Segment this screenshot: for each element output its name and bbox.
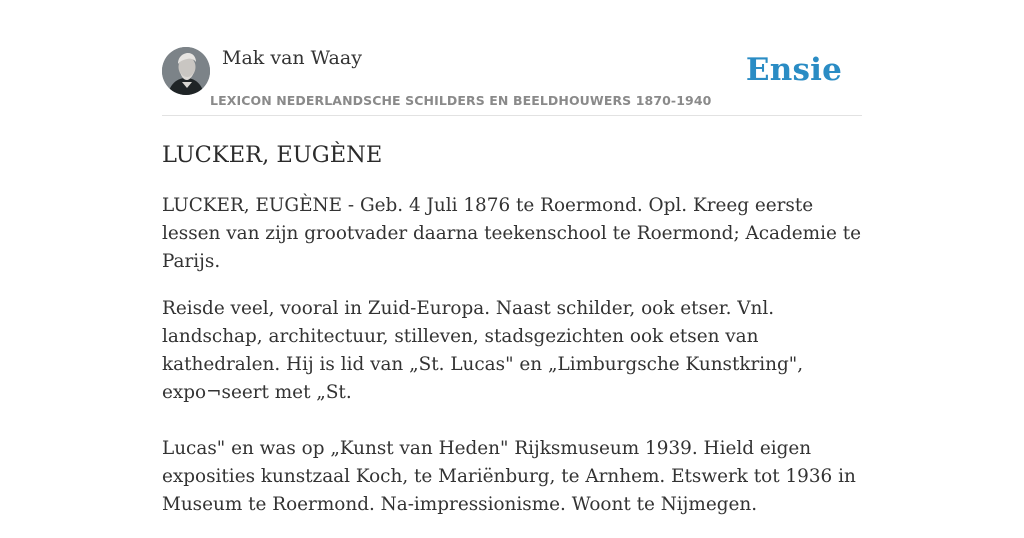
paragraph-gap <box>162 407 862 435</box>
author-avatar[interactable] <box>162 47 210 95</box>
ensie-logo-link[interactable]: Ensie <box>745 52 842 88</box>
author-portrait-icon <box>162 47 210 95</box>
entry-paragraph: LUCKER, EUGÈNE - Geb. 4 Juli 1876 te Roermond. Opl. Kreeg eerste lessen van zijn grootvader daarna teekenschool te Roermond; Academie te Parijs. <box>162 195 862 272</box>
author-name[interactable]: Mak van Waay <box>222 47 362 69</box>
entry-title: LUCKER, EUGÈNE <box>162 142 383 168</box>
entry-paragraph: Reisde veel, vooral in Zuid-Europa. Naast schilder, ook etser. Vnl. landschap, architectuur, stilleven, stadsgezichten ook etsen van kathedralen. Hij is lid van „St. Lucas" en „Limburgsche Kunstkring", expo¬seert met „St. <box>162 298 804 403</box>
header-divider <box>162 115 862 116</box>
entry-paragraph: Lucas" en was op „Kunst van Heden" Rijksmuseum 1939. Hield eigen exposities kunstzaal Koch, te Mariënburg, te Arnhem. Etswerk tot 1936 in Museum te Roermond. Na-impressionisme. Woont te Nijmegen. <box>162 438 856 515</box>
entry-body <box>162 192 862 538</box>
source-title[interactable]: LEXICON NEDERLANDSCHE SCHILDERS EN BEELDHOUWERS 1870-1940 <box>210 93 712 108</box>
